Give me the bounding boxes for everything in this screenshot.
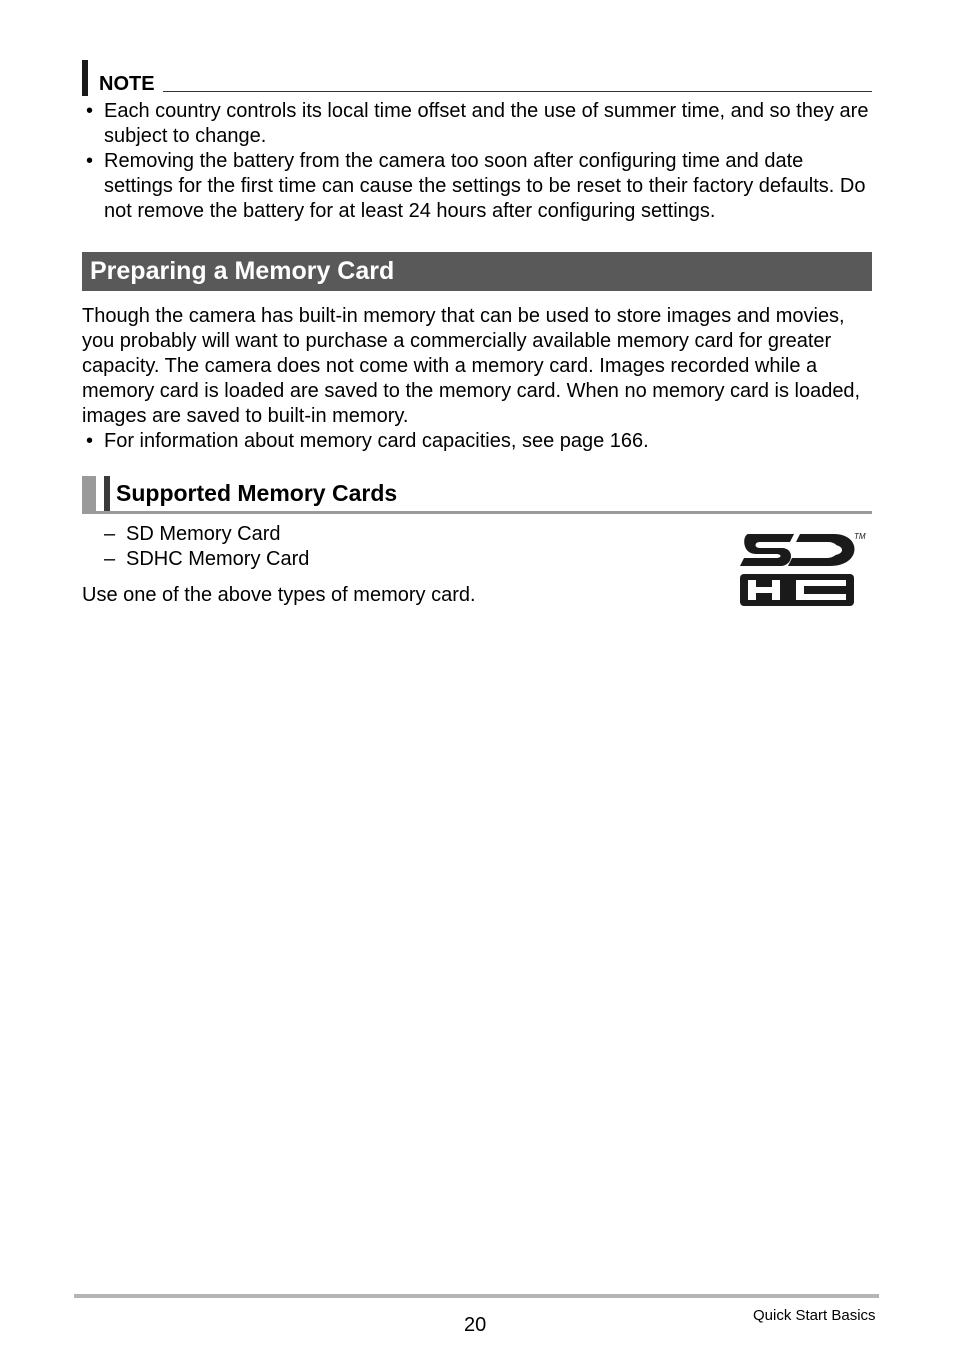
dash-glyph: – [104,523,116,545]
note-item [82,149,872,224]
section-bullet-list [82,429,872,454]
footer-rule [74,1294,879,1298]
sdhc-logo [738,530,868,608]
subsection-underline [82,511,872,514]
section-bullet-text: For information about memory card capacities, see page 166. [104,430,649,452]
bullet-glyph: • [86,430,94,452]
note-item-text: Each country controls its local time offset and the use of summer time, and so they are subject to change. [104,100,869,147]
note-item [82,99,872,149]
bullet-glyph: • [86,100,94,122]
section-paragraph: Though the camera has built-in memory that can be used to store images and movies, you probably will want to purchase a commercially available memory card for greater capacity. The camera does not come with a memory card. Images recorded while a memory card is loaded are saved to the memory card. When no memory card is loaded, images are saved to built-in memory. [82,305,861,427]
trademark-mark: TM [854,532,866,541]
section-bullet-item [82,429,872,454]
note-marker-bar [82,60,88,96]
subsection-marker-dark [104,476,110,512]
note-item-text: Removing the battery from the camera too soon after configuring time and date settings for the first time can cause the settings to be reset to their factory defaults. Do not remove the battery for at least 24 hours after configuring settings. [104,150,866,222]
subsection-heading: Supported Memory Cards [116,480,398,506]
note-label: NOTE [99,73,155,95]
section-heading: Preparing a Memory Card [82,252,872,291]
card-type-item [104,547,309,572]
card-type-text: SD Memory Card [126,523,281,545]
footer-section-name: Quick Start Basics [753,1307,876,1324]
bullet-glyph: • [86,150,94,172]
page-number: 20 [464,1314,487,1336]
card-type-item [104,522,309,547]
subsection-marker-light [82,476,96,512]
note-list [82,99,872,224]
card-type-text: SDHC Memory Card [126,548,310,570]
note-divider [163,91,872,92]
dash-glyph: – [104,548,116,570]
usage-text: Use one of the above types of memory card. [82,584,476,606]
card-type-list [104,522,309,572]
